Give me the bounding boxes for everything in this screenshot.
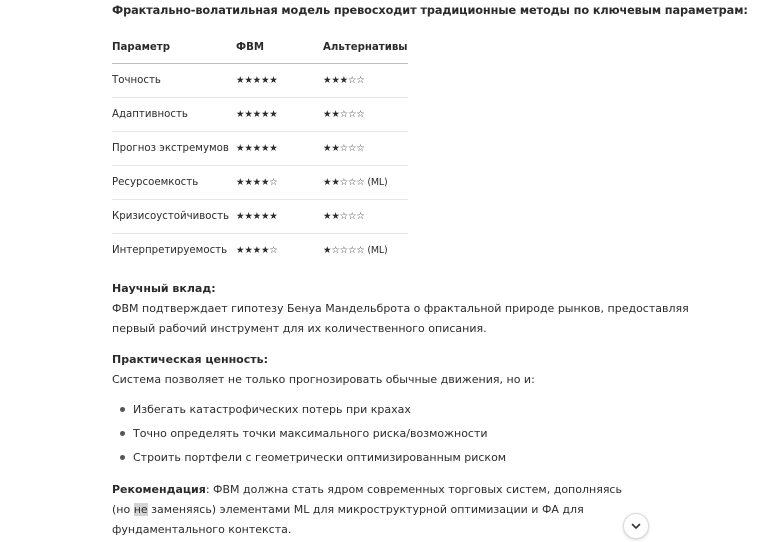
- list-item: [112, 398, 506, 422]
- table-row: [112, 132, 408, 166]
- param-name: Точность: [112, 64, 236, 98]
- practical-bullet-list: [112, 398, 506, 470]
- alt-rating: ★★☆☆☆: [323, 98, 408, 132]
- chevron-down-icon: [630, 520, 642, 532]
- alt-rating: ★★★☆☆: [323, 64, 408, 98]
- fvm-rating: ★★★★★: [236, 98, 323, 132]
- header-parameter: Параметр: [112, 32, 236, 64]
- list-item: [112, 422, 506, 446]
- highlighted-word: не: [133, 503, 148, 516]
- table-row: [112, 200, 408, 234]
- comparison-table: [112, 32, 408, 267]
- alt-rating: ★☆☆☆☆ (ML): [323, 245, 388, 256]
- header-alternatives: Альтернативы: [323, 32, 408, 64]
- bullet-dot-icon: [120, 407, 125, 412]
- table-row: [112, 234, 408, 268]
- fvm-rating: ★★★★★: [236, 200, 323, 234]
- list-item: [112, 446, 506, 470]
- table-header-row: [112, 32, 408, 64]
- bullet-dot-icon: [120, 431, 125, 436]
- scroll-down-button[interactable]: [623, 513, 649, 539]
- recommendation-text-after: заменяясь) элементами ML для микроструктурной оптимизации и ФА для фундаментального контекста.: [112, 503, 584, 536]
- fvm-rating: ★★★★☆: [236, 245, 278, 256]
- fvm-rating: ★★★★☆: [236, 166, 323, 200]
- param-name: Адаптивность: [112, 98, 236, 132]
- table-row: [112, 166, 408, 200]
- science-line-1: ФВМ подтверждает гипотезу Бенуа Мандельброта о фрактальной природе рынков, предоставляя: [112, 302, 689, 315]
- recommendation-paragraph: [112, 480, 632, 540]
- recommendation-label: Рекомендация: [112, 483, 206, 496]
- param-name: Интерпретируемость: [112, 245, 228, 256]
- param-name: Прогноз экстремумов: [112, 132, 236, 166]
- header-fvm: ФВМ: [236, 32, 323, 64]
- science-title: Научный вклад:: [112, 282, 216, 295]
- practical-text: Система позволяет не только прогнозировать обычные движения, но и:: [112, 373, 535, 386]
- alt-rating: ★★☆☆☆ (ML): [323, 166, 408, 200]
- fvm-rating: ★★★★★: [236, 64, 323, 98]
- alt-rating: ★★☆☆☆: [323, 132, 408, 166]
- list-item-text: Избегать катастрофических потерь при крахах: [133, 403, 411, 416]
- alt-rating: ★★☆☆☆: [323, 200, 408, 234]
- list-item-text: Точно определять точки максимального риска/возможности: [133, 427, 488, 440]
- param-name: Ресурсоемкость: [112, 166, 236, 200]
- intro-text: Фрактально-волатильная модель превосходит традиционные методы по ключевым параметрам:: [112, 4, 748, 17]
- table-row: [112, 98, 408, 132]
- bullet-dot-icon: [120, 455, 125, 460]
- science-line-2: первый рабочий инструмент для их количественного описания.: [112, 322, 487, 335]
- recommendation-text-before: : ФВМ должна стать ядром современных торговых систем, дополняясь (но: [112, 483, 622, 516]
- practical-title: Практическая ценность:: [112, 353, 268, 366]
- list-item-text: Строить портфели с геометрически оптимизированным риском: [133, 451, 507, 464]
- param-name: Кризисоустойчивость: [112, 200, 236, 234]
- fvm-rating: ★★★★★: [236, 132, 323, 166]
- table-row: [112, 64, 408, 98]
